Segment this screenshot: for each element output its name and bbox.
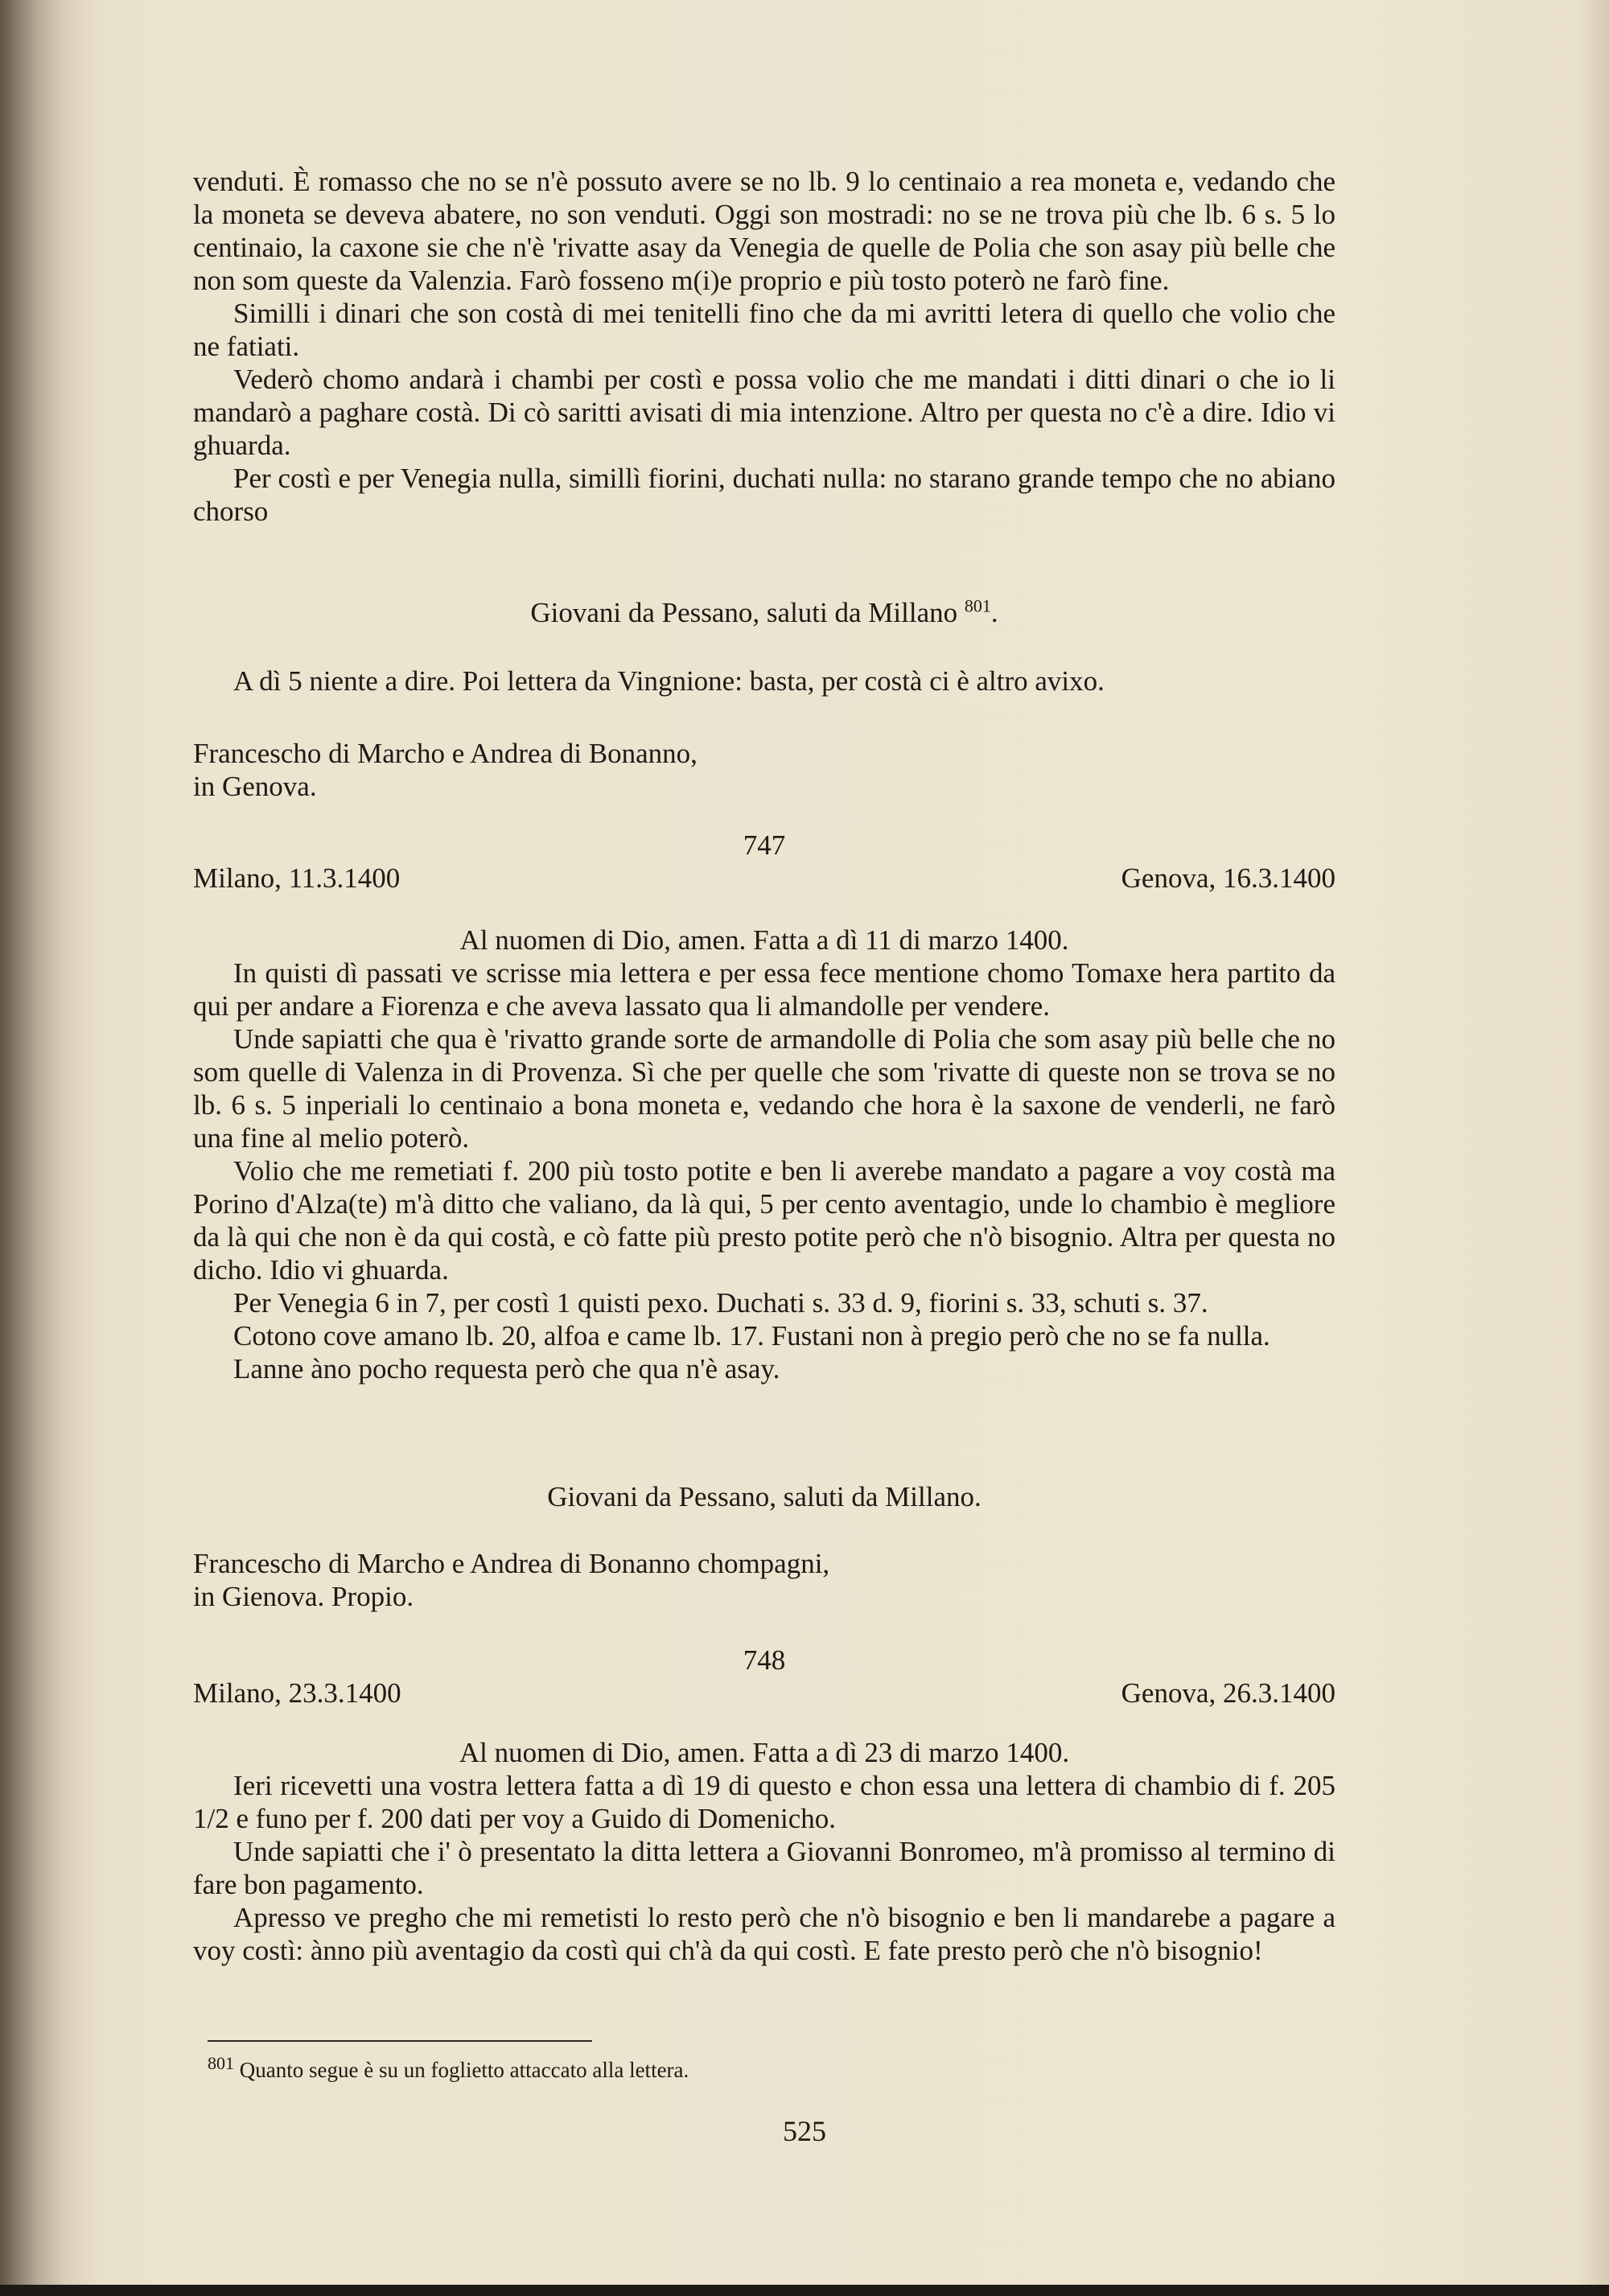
address-747 [193,1547,1335,1613]
paragraph: Ieri ricevetti una vostra lettera fatta a dì 19 di questo e chon essa una lettera di chambio di f. 205 1/2 e funo per f. 200 dati per voy a Guido di Domenicho. [193,1770,1335,1834]
letter-to: Genova, 26.3.1400 [1121,1677,1335,1709]
address-1 [193,737,1335,803]
paragraph: Volio che me remetiati f. 200 più tosto potite e ben li averebe mandato a pagare a voy costà ma Porino d'Alza(te) m'à ditto che valiano, da là qui, 5 per cento aventagio, unde lo chambio è megliore da là qui che non è da qui costà, e cò fatte più presto potite però che n'ò bisognio. Altra per questa no dicho. Idio vi ghuarda. [193,1155,1335,1286]
letter-opening: Al nuomen di Dio, amen. Fatta a dì 11 di marzo 1400. [459,924,1069,956]
paragraph: Per costì e per Venegia nulla, simillì fiorini, duchati nulla: no starano grande tempo che no abiano chorso [193,463,1335,527]
paragraph: Lanne àno pocho requesta però che qua n'è asay. [233,1353,780,1385]
scan-edge [0,2285,1609,2296]
paragraph: Unde sapiatti che qua è 'rivatto grande sorte de armandolle di Polia che som asay più belle che no som quelle di Valenza in di Provenza. Sì che per quelle che som 'rivatte di queste non se trova se no lb. 6 s. 5 inperiali lo centinaio a bona moneta e, vedando che hora è la saxone de venderli, ne farò una fine al melio poterò. [193,1023,1335,1154]
paragraph: venduti. È romasso che no se n'è possuto avere se no lb. 9 lo centinaio a rea moneta e, vedando che la moneta se deveva abatere, no son venduti. Oggi son mostradi: no se ne trova più che lb. 6 s. 5 lo centinaio, la caxone sie che n'è 'rivatte asay da Venegia de quelle de Polia che son asay più belle che non som queste da Valenzia. Farò fosseno m(i)e proprio e più tosto poterò ne farò fine. [193,166,1335,296]
signature-747 [193,1480,1335,1513]
letter-number: 747 [743,829,786,861]
signature-end: . [990,597,998,628]
paragraph: In quisti dì passati ve scrisse mia lettera e per essa fece mentione chomo Tomaxe hera partito da qui per andare a Fiorenza e che aveva lassato qua li almandolle per vendere. [193,957,1335,1022]
signature-1 [193,596,1335,629]
paragraph: Unde sapiatti che i' ò presentato la ditta lettera a Giovanni Bonromeo, m'à promisso al termino di fare bon pagamento. [193,1836,1335,1900]
address-line: in Gienova. Propio. [193,1581,414,1612]
footnote-rule [208,2040,592,2042]
letter-748-body [193,1736,1335,1967]
address-line: in Genova. [193,771,317,802]
paragraph: Apresso ve pregho che mi remetisti lo resto però che n'ò bisognio e ben li mandarebe a pagare a voy costì: ànno più aventagio da costì qui ch'à da qui costì. E fate presto però che n'ò bisognio! [193,1902,1335,1966]
letter-747-header [193,829,1335,895]
paragraph: Vederò chomo andarà i chambi per costì e possa volio che me mandati i ditti dinari o che io li mandarò a paghare costà. Di cò saritti avisati di mia intenzione. Altro per questa no c'è a dire. Idio vi ghuarda. [193,364,1335,461]
postscript [193,665,1335,697]
footnote-text: Quanto segue è su un foglietto attaccato alla lettera. [239,2058,689,2082]
footnote [208,2053,689,2084]
signature-text: Giovani da Pessano, saluti da Millano [530,597,958,628]
paragraph: Cotono cove amano lb. 20, alfoa e came lb. 17. Fustani non à pregio però che no se fa nulla. [233,1320,1270,1352]
letter-748-header [193,1644,1335,1710]
letter-opening: Al nuomen di Dio, amen. Fatta a dì 23 di marzo 1400. [459,1737,1070,1768]
paragraph: Per Venegia 6 in 7, per costì 1 quisti pexo. Duchati s. 33 d. 9, fiorini s. 33, schuti s. 37. [233,1287,1208,1319]
top-section [193,165,1335,528]
letter-from: Milano, 23.3.1400 [193,1677,401,1709]
letter-dateline [193,862,1335,895]
footnote-ref: 801 [964,595,991,616]
letter-to: Genova, 16.3.1400 [1121,862,1335,894]
letter-dateline [193,1677,1335,1710]
signature-text: Giovani da Pessano, saluti da Millano. [547,1481,981,1512]
letter-747-body [193,924,1335,1385]
footnote-number: 801 [208,2053,234,2073]
letter-number: 748 [743,1644,786,1676]
letter-from: Milano, 11.3.1400 [193,862,401,894]
address-line: Francescho di Marcho e Andrea di Bonanno chompagni, [193,1548,830,1579]
postscript-text: A dì 5 niente a dire. Poi lettera da Vingnione: basta, per costà ci è altro avixo. [233,665,1105,697]
page-number: 525 [783,2115,826,2147]
address-line: Francescho di Marcho e Andrea di Bonanno, [193,738,698,769]
paragraph: Similli i dinari che son costà di mei tenitelli fino che da mi avritti letera di quello che volio che ne fatiati. [193,298,1335,362]
